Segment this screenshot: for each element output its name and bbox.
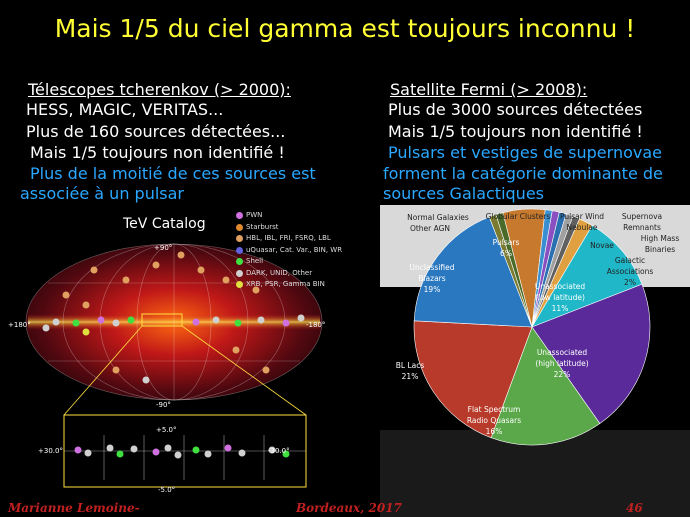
legend-swatch	[236, 235, 243, 242]
legend-item	[236, 256, 342, 268]
label-unclassified-pct: 19%	[423, 285, 441, 294]
legend-item	[236, 222, 342, 234]
legend-swatch	[236, 270, 243, 277]
legend-swatch	[236, 212, 243, 219]
label-unassoc-high-pct: 22%	[553, 370, 571, 379]
legend-item	[236, 233, 342, 245]
label-other-agn: Other AGN	[409, 224, 451, 233]
label-unclassified-1: Unclassified	[409, 263, 455, 272]
legend-label: HBL, IBL, FRI, FSRQ, LBL	[246, 234, 331, 242]
zoom-bottom-label: -5.0°	[158, 486, 176, 494]
zoom-top-label: +5.0°	[156, 426, 177, 434]
label-fsrq-1: Flat Spectrum	[467, 405, 521, 414]
right-heading: Satellite Fermi (> 2008):	[390, 80, 588, 99]
footer-place: Bordeaux, 2017	[296, 501, 402, 515]
label-unclassified-2: Blazars	[418, 274, 446, 283]
label-pwn-2: Nebulae	[566, 223, 598, 232]
axis-bottom-label: -90°	[156, 401, 171, 409]
label-galassoc-1: Galactic	[614, 256, 646, 265]
right-line-4: forment la catégorie dominante de	[383, 164, 663, 183]
legend-label: Shell	[246, 257, 264, 265]
footer-page-number: 46	[626, 501, 643, 515]
label-unassoc-high-1: Unassociated	[536, 348, 588, 357]
axis-left-label: +180°	[8, 321, 31, 329]
catalog-title: TeV Catalog	[123, 216, 206, 232]
fermi-pie-chart	[380, 205, 690, 517]
label-galassoc-2: Associations	[606, 267, 654, 276]
legend-label: Starburst	[246, 222, 279, 231]
label-snr-2: Remnants	[623, 223, 661, 232]
label-novae: Novae	[590, 241, 614, 250]
axis-right-label: -180°	[306, 321, 326, 329]
legend-label: PWN	[246, 211, 263, 219]
legend-swatch	[236, 258, 243, 265]
legend-swatch	[236, 281, 243, 288]
label-normal-galaxies: Normal Galaxies	[407, 213, 469, 222]
label-unassoc-low-1: Unassociated	[534, 282, 586, 291]
left-line-1: HESS, MAGIC, VERITAS...	[26, 100, 224, 119]
left-heading: Télescopes tcherenkov (> 2000):	[28, 80, 291, 99]
zoom-left-label: +30.0°	[38, 447, 63, 455]
label-snr-1: Supernova	[621, 212, 663, 221]
label-unassoc-high-2: (high latitude)	[535, 359, 589, 368]
legend-label: uQuasar, Cat. Var., BIN, WR	[246, 245, 343, 254]
legend-swatch	[236, 247, 243, 254]
legend-item	[236, 279, 342, 291]
label-hmb-1: High Mass	[640, 234, 680, 243]
legend-label: DARK, UNID, Other	[246, 268, 313, 277]
left-line-2: Plus de 160 sources détectées...	[26, 122, 286, 141]
label-unassoc-low-pct: 11%	[551, 304, 569, 313]
right-line-3: Pulsars et vestiges de supernovae	[388, 143, 662, 162]
right-line-5: sources Galactiques	[383, 184, 544, 203]
label-bllacs-pct: 21%	[401, 372, 419, 381]
legend-swatch	[236, 224, 243, 231]
label-globular-clusters: Globular Clusters	[485, 212, 551, 221]
catalog-legend	[236, 210, 342, 291]
label-fsrq-2: Radio Quasars	[466, 416, 522, 425]
legend-item	[236, 245, 342, 257]
label-pwn-1: Pulsar Wind	[559, 212, 605, 221]
pie-slices	[414, 209, 650, 445]
zoom-right-label: -30.0°	[268, 447, 290, 455]
right-line-2: Mais 1/5 toujours non identifié !	[388, 122, 643, 141]
label-unassoc-low-2: (low latitude)	[535, 293, 585, 302]
footer-author: Marianne Lemoine-	[8, 501, 140, 515]
label-pulsars-pct: 6%	[500, 249, 512, 258]
legend-item	[236, 210, 342, 222]
left-line-5: associée à un pulsar	[20, 184, 184, 203]
label-bllacs: BL Lacs	[395, 361, 425, 370]
left-line-4: Plus de la moitié de ces sources est	[30, 164, 316, 183]
legend-label: XRB, PSR, Gamma BIN	[246, 280, 325, 288]
right-line-1: Plus de 3000 sources détectées	[388, 100, 643, 119]
label-pulsars: Pulsars	[492, 238, 520, 247]
legend-item	[236, 268, 342, 280]
label-galassoc-pct: 2%	[624, 278, 636, 287]
axis-top-label: +90°	[154, 244, 173, 252]
left-line-3: Mais 1/5 toujours non identifié !	[30, 143, 285, 162]
label-hmb-2: Binaries	[644, 245, 676, 254]
slide-title: Mais 1/5 du ciel gamma est toujours inconnu !	[54, 14, 636, 43]
label-fsrq-pct: 16%	[485, 427, 503, 436]
